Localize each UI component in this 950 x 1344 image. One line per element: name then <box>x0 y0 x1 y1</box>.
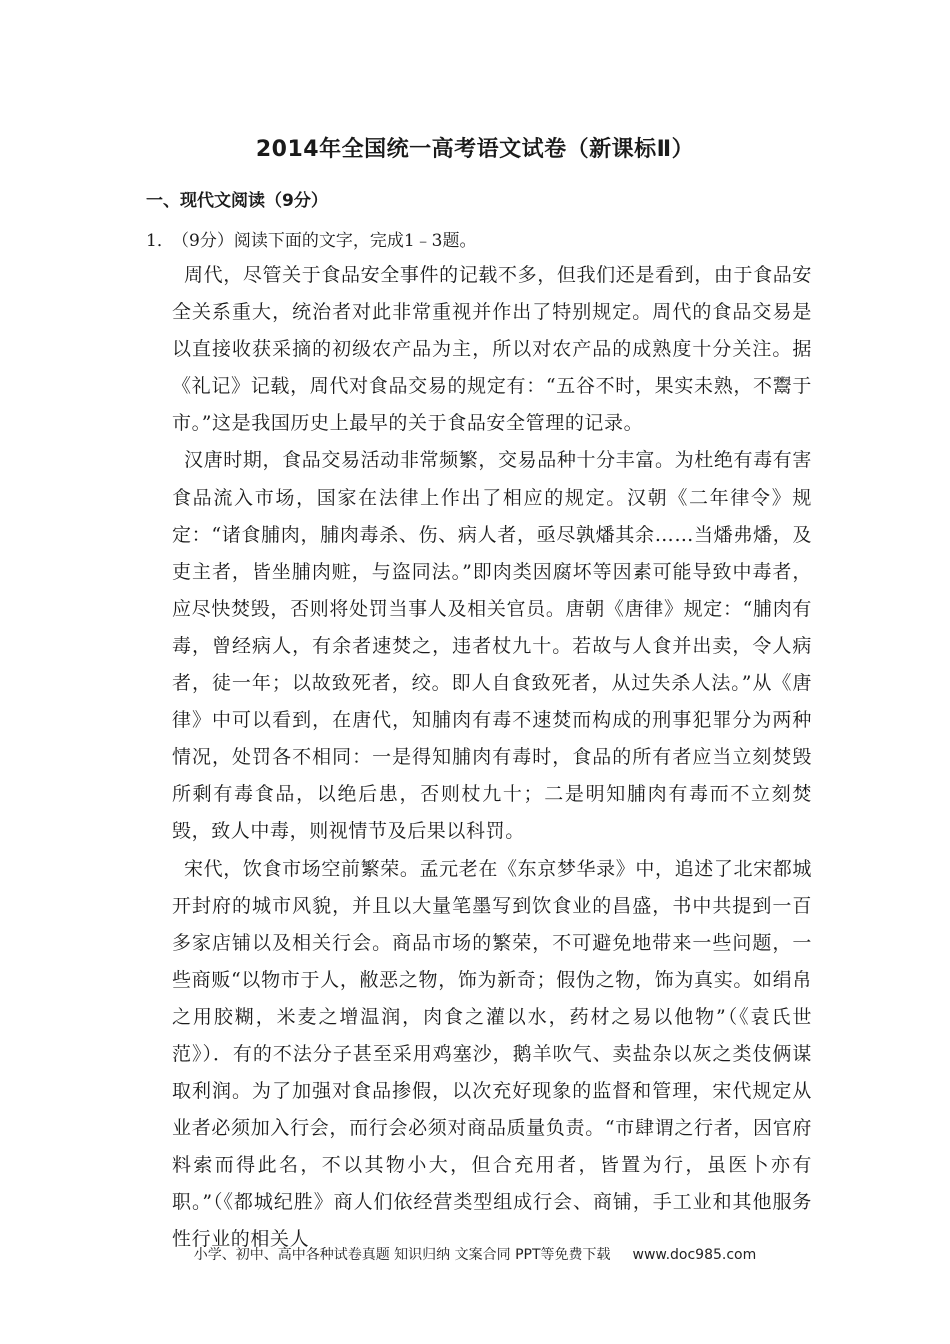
question-text: （9分）阅读下面的文字，完成1﹣3题。 <box>172 231 477 251</box>
footer-url[interactable]: www.doc985.com <box>632 1247 757 1263</box>
paragraph-text: 汉唐时期，食品交易活动非常频繁，交易品种十分丰富。为杜绝有毒有害食品流入市场，国家在法律上作出了相应的规定。汉朝《二年律令》规定：“诸食脯肉，脯肉毒杀、伤、病人者，亟尽孰燔其余……当燔弗燔，及吏主者，皆坐脯肉赃，与盗同法。”即肉类因腐坏等因素可能导致中毒者，应尽快焚毁，否则将处罚当事人及相关官员。唐朝《唐律》规定：“脯肉有毒，曾经病人，有余者速焚之，违者杖九十。若故与人食并出卖，令人病者，徒一年；以故致死者，绞。即人自食致死者，从过失杀人法。”从《唐律》中可以看到，在唐代，知脯肉有毒不速焚而构成的刑事犯罪分为两种情况，处罚各不相同：一是得知脯肉有毒时，食品的所有者应当立刻焚毁所剩有毒食品，以绝后患，否则杖九十；二是明知脯肉有毒而不立刻焚毁，致人中毒，则视情节及后果以科罚。 <box>172 449 812 843</box>
passage-paragraph <box>172 442 812 850</box>
reading-passage <box>172 257 812 1259</box>
paragraph-text: 周代，尽管关于食品安全事件的记载不多，但我们还是看到，由于食品安全关系重大，统治者对此非常重视并作出了特别规定。周代的食品交易是以直接收获采摘的初级农产品为主，所以对农产品的成熟度十分关注。据《礼记》记载，周代对食品交易的规定有：“五谷不时，果实未熟，不鬻于市。”这是我国历史上最早的关于食品安全管理的记录。 <box>172 264 812 435</box>
document-title: 2014年全国统一高考语文试卷（新课标Ⅱ） <box>255 137 695 162</box>
passage-paragraph <box>172 851 812 1259</box>
page-footer <box>0 1244 950 1264</box>
question-prompt <box>146 226 476 251</box>
question-number: 1． <box>146 231 174 251</box>
passage-paragraph <box>172 257 812 442</box>
paragraph-text: 宋代，饮食市场空前繁荣。孟元老在《东京梦华录》中，追述了北宋都城开封府的城市风貌，并且以大量笔墨写到饮食业的昌盛，书中共提到一百多家店铺以及相关行会。商品市场的繁荣，不可避免地带来一些问题，一些商贩“以物市于人，敝恶之物，饰为新奇；假伪之物，饰为真实。如绢帛之用胶糊，米麦之增温润，肉食之灌以水，药材之易以他物”（《袁氏世范》）．有的不法分子甚至采用鸡塞沙，鹅羊吹气、卖盐杂以灰之类伎俩谋取利润。为了加强对食品掺假，以次充好现象的监督和管理，宋代规定从业者必须加入行会，而行会必须对商品质量负责。“市肆谓之行者，因官府料索而得此名，不以其物小大，但合充用者，皆置为行，虽医卜亦有职。”（《都城纪胜》商人们依经营类型组成行会、商铺，手工业和其他服务性行业的相关人 <box>172 857 812 1251</box>
section-heading: 一、现代文阅读（9分） <box>146 191 328 211</box>
footer-text: 小学、初中、高中各种试卷真题 知识归纳 文案合同 PPT等免费下载 <box>193 1247 611 1263</box>
